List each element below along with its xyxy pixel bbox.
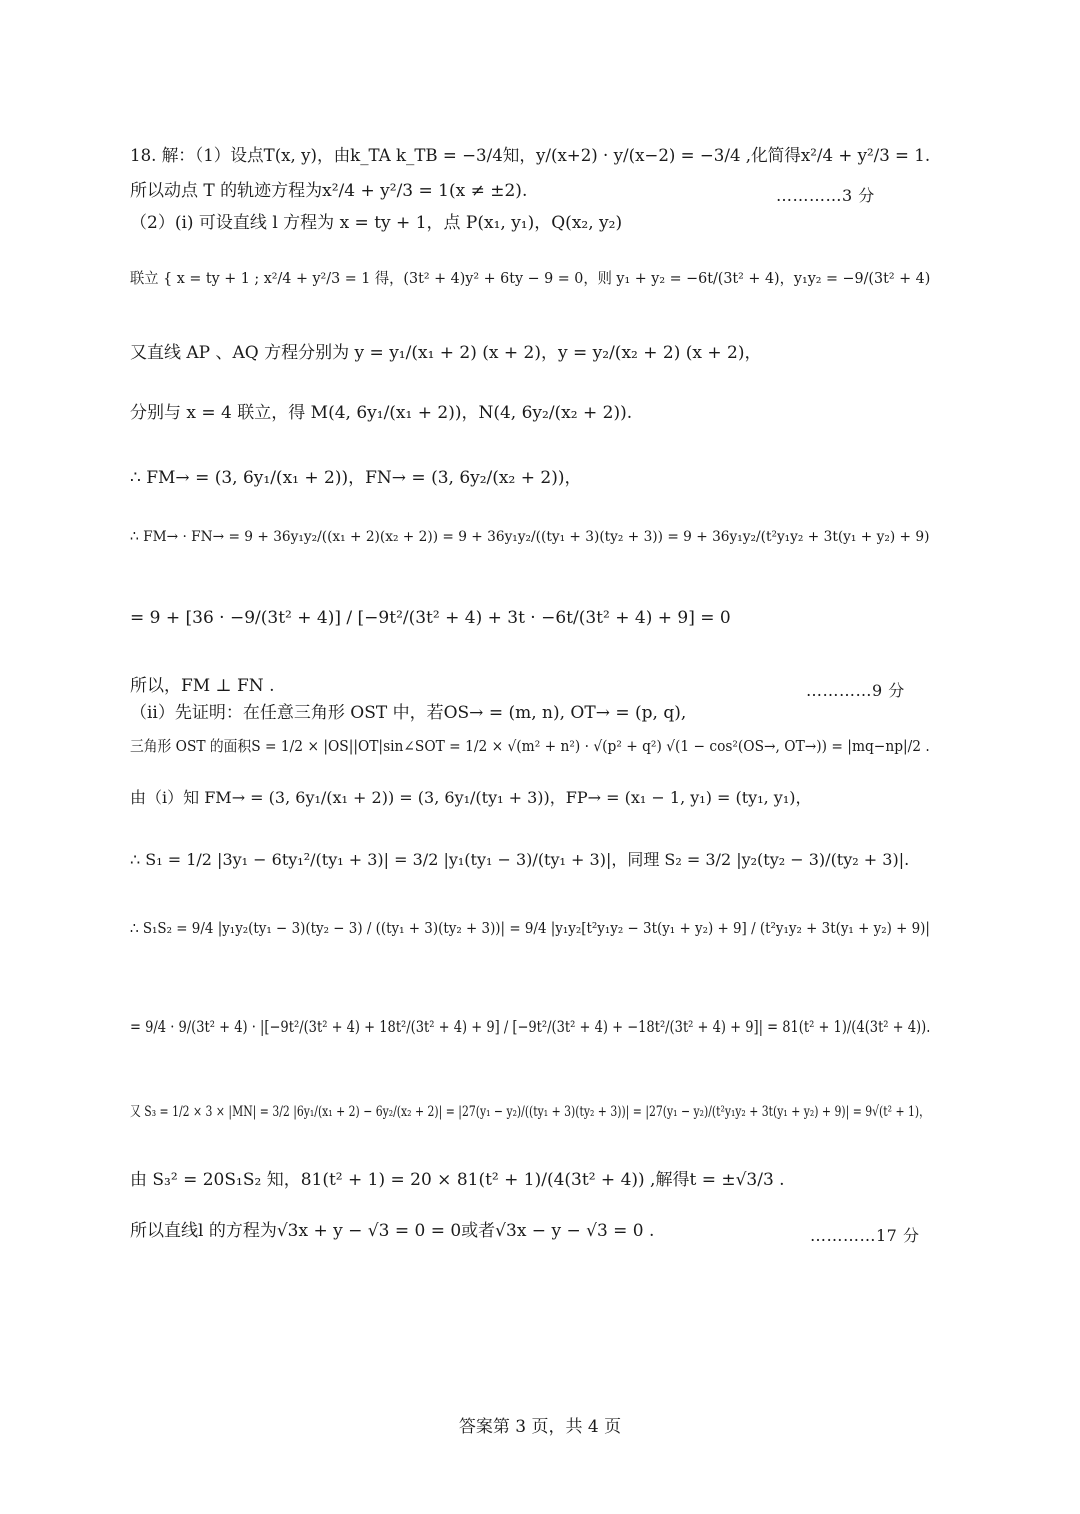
solution-line-4 bbox=[130, 272, 930, 287]
solution-text: = 9/4 · 9/(3t² + 4) · |[−9t²/(3t² + 4) + 18t²/(3t² + 4) + 9] / [−9t²/(3t² + 4) + −18t²/(3t² + 4) + 9]| = 81(t² + 1)/(4(3t² + 4)). bbox=[130, 1018, 931, 1036]
solution-text: 所以，FM ⊥ FN . bbox=[130, 676, 275, 696]
solution-text: 18. 解：（1）设点T(x, y)，由k_TA k_TB = −3/4知，y/(x+2) · y/(x−2) = −3/4 ,化简得x²/4 + y²/3 = 1. bbox=[130, 146, 931, 166]
solution-line-12 bbox=[130, 740, 930, 755]
solution-line-18 bbox=[130, 1172, 930, 1189]
solution-text: 由 S₃² = 20S₁S₂ 知，81(t² + 1) = 20 × 81(t² + 1)/(4(3t² + 4)) ,解得t = ±√3/3 . bbox=[130, 1170, 785, 1190]
solution-text: ∴ S₁ = 1/2 |3y₁ − 6ty₁²/(ty₁ + 3)| = 3/2 |y₁(ty₁ − 3)/(ty₁ + 3)|，同理 S₂ = 3/2 |y₂(ty₂ − 3)/(ty₂ + 3)|. bbox=[130, 850, 910, 869]
solution-text: 又 S₃ = 1/2 × 3 × |MN| = 3/2 |6y₁/(x₁ + 2) − 6y₂/(x₂ + 2)| = |27(y₁ − y₂)/((ty₁ + 3)(ty₂ + 3))| = |27(y₁ − y₂)/(t²y₁y₂ + 3t(y₁ + y₂) + 9)| = 9√(t² + 1)， bbox=[130, 1104, 930, 1120]
score-mark-17: …………17 分 bbox=[810, 1226, 920, 1245]
solution-line-17 bbox=[130, 1105, 930, 1119]
solution-line-3 bbox=[130, 215, 930, 232]
solution-text: = 9 + [36 · −9/(3t² + 4)] / [−9t²/(3t² + 4) + 3t · −6t/(3t² + 4) + 9] = 0 bbox=[130, 608, 731, 628]
solution-text: 所以直线l 的方程为√3x + y − √3 = 0 = 0或者√3x − y − √3 = 0 . bbox=[130, 1221, 655, 1241]
solution-text: 三角形 OST 的面积S = 1/2 × |OS||OT|sin∠SOT = 1/2 × √(m² + n²) · √(p² + q²) √(1 − cos²(OS→, OT→)) = |mq−np|/2 . bbox=[130, 738, 930, 755]
solution-line-8 bbox=[130, 530, 930, 544]
solution-line-11 bbox=[130, 705, 930, 722]
solution-text: ∴ FM→ = (3, 6y₁/(x₁ + 2))，FN→ = (3, 6y₂/(x₂ + 2))， bbox=[130, 468, 582, 488]
solution-line-6 bbox=[130, 405, 930, 422]
solution-line-13 bbox=[130, 790, 930, 806]
solution-text: ∴ S₁S₂ = 9/4 |y₁y₂(ty₁ − 3)(ty₂ − 3) / ((ty₁ + 3)(ty₂ + 3))| = 9/4 |y₁y₂[t²y₁y₂ − 3t(y₁ + y₂) + 9] / (t²y₁y₂ + 3t(y₁ + y₂) + 9)| bbox=[130, 920, 930, 937]
solution-text: （2）(i) 可设直线 l 方程为 x = ty + 1，点 P(x₁, y₁)，Q(x₂, y₂) bbox=[130, 213, 623, 233]
solution-line-15 bbox=[130, 922, 930, 937]
solution-line-5 bbox=[130, 345, 930, 362]
score-mark-3: …………3 分 bbox=[776, 186, 875, 205]
solution-text: 联立 { x = ty + 1 ; x²/4 + y²/3 = 1 得，(3t² + 4)y² + 6ty − 9 = 0，则 y₁ + y₂ = −6t/(3t² + 4)，y₁y₂ = −9/(3t² + 4) bbox=[130, 270, 931, 287]
solution-line-14 bbox=[130, 852, 930, 868]
solution-line-7 bbox=[130, 470, 930, 487]
solution-text: ∴ FM→ · FN→ = 9 + 36y₁y₂/((x₁ + 2)(x₂ + 2)) = 9 + 36y₁y₂/((ty₁ + 3)(ty₂ + 3)) = 9 + 36y₁y₂/(t²y₁y₂ + 3t(y₁ + y₂) + 9) bbox=[130, 529, 930, 545]
solution-text: （ii）先证明：在任意三角形 OST 中，若OS→ = (m, n), OT→ = (p, q), bbox=[130, 703, 687, 723]
solution-text: 所以动点 T 的轨迹方程为x²/4 + y²/3 = 1(x ≠ ±2). bbox=[130, 181, 528, 201]
solution-line-1 bbox=[130, 148, 930, 165]
page-footer: 答案第 3 页，共 4 页 bbox=[458, 1417, 622, 1437]
solution-text: 分别与 x = 4 联立，得 M(4, 6y₁/(x₁ + 2))，N(4, 6y₂/(x₂ + 2)). bbox=[130, 403, 633, 423]
solution-line-9 bbox=[130, 610, 930, 627]
solution-text: 又直线 AP 、AQ 方程分别为 y = y₁/(x₁ + 2) (x + 2)，y = y₂/(x₂ + 2) (x + 2)， bbox=[130, 343, 762, 363]
score-mark-9: …………9 分 bbox=[806, 681, 905, 700]
solution-line-16 bbox=[130, 1020, 930, 1036]
solution-text: 由（i）知 FM→ = (3, 6y₁/(x₁ + 2)) = (3, 6y₁/(ty₁ + 3))，FP→ = (x₁ − 1, y₁) = (ty₁, y₁)， bbox=[130, 788, 812, 807]
